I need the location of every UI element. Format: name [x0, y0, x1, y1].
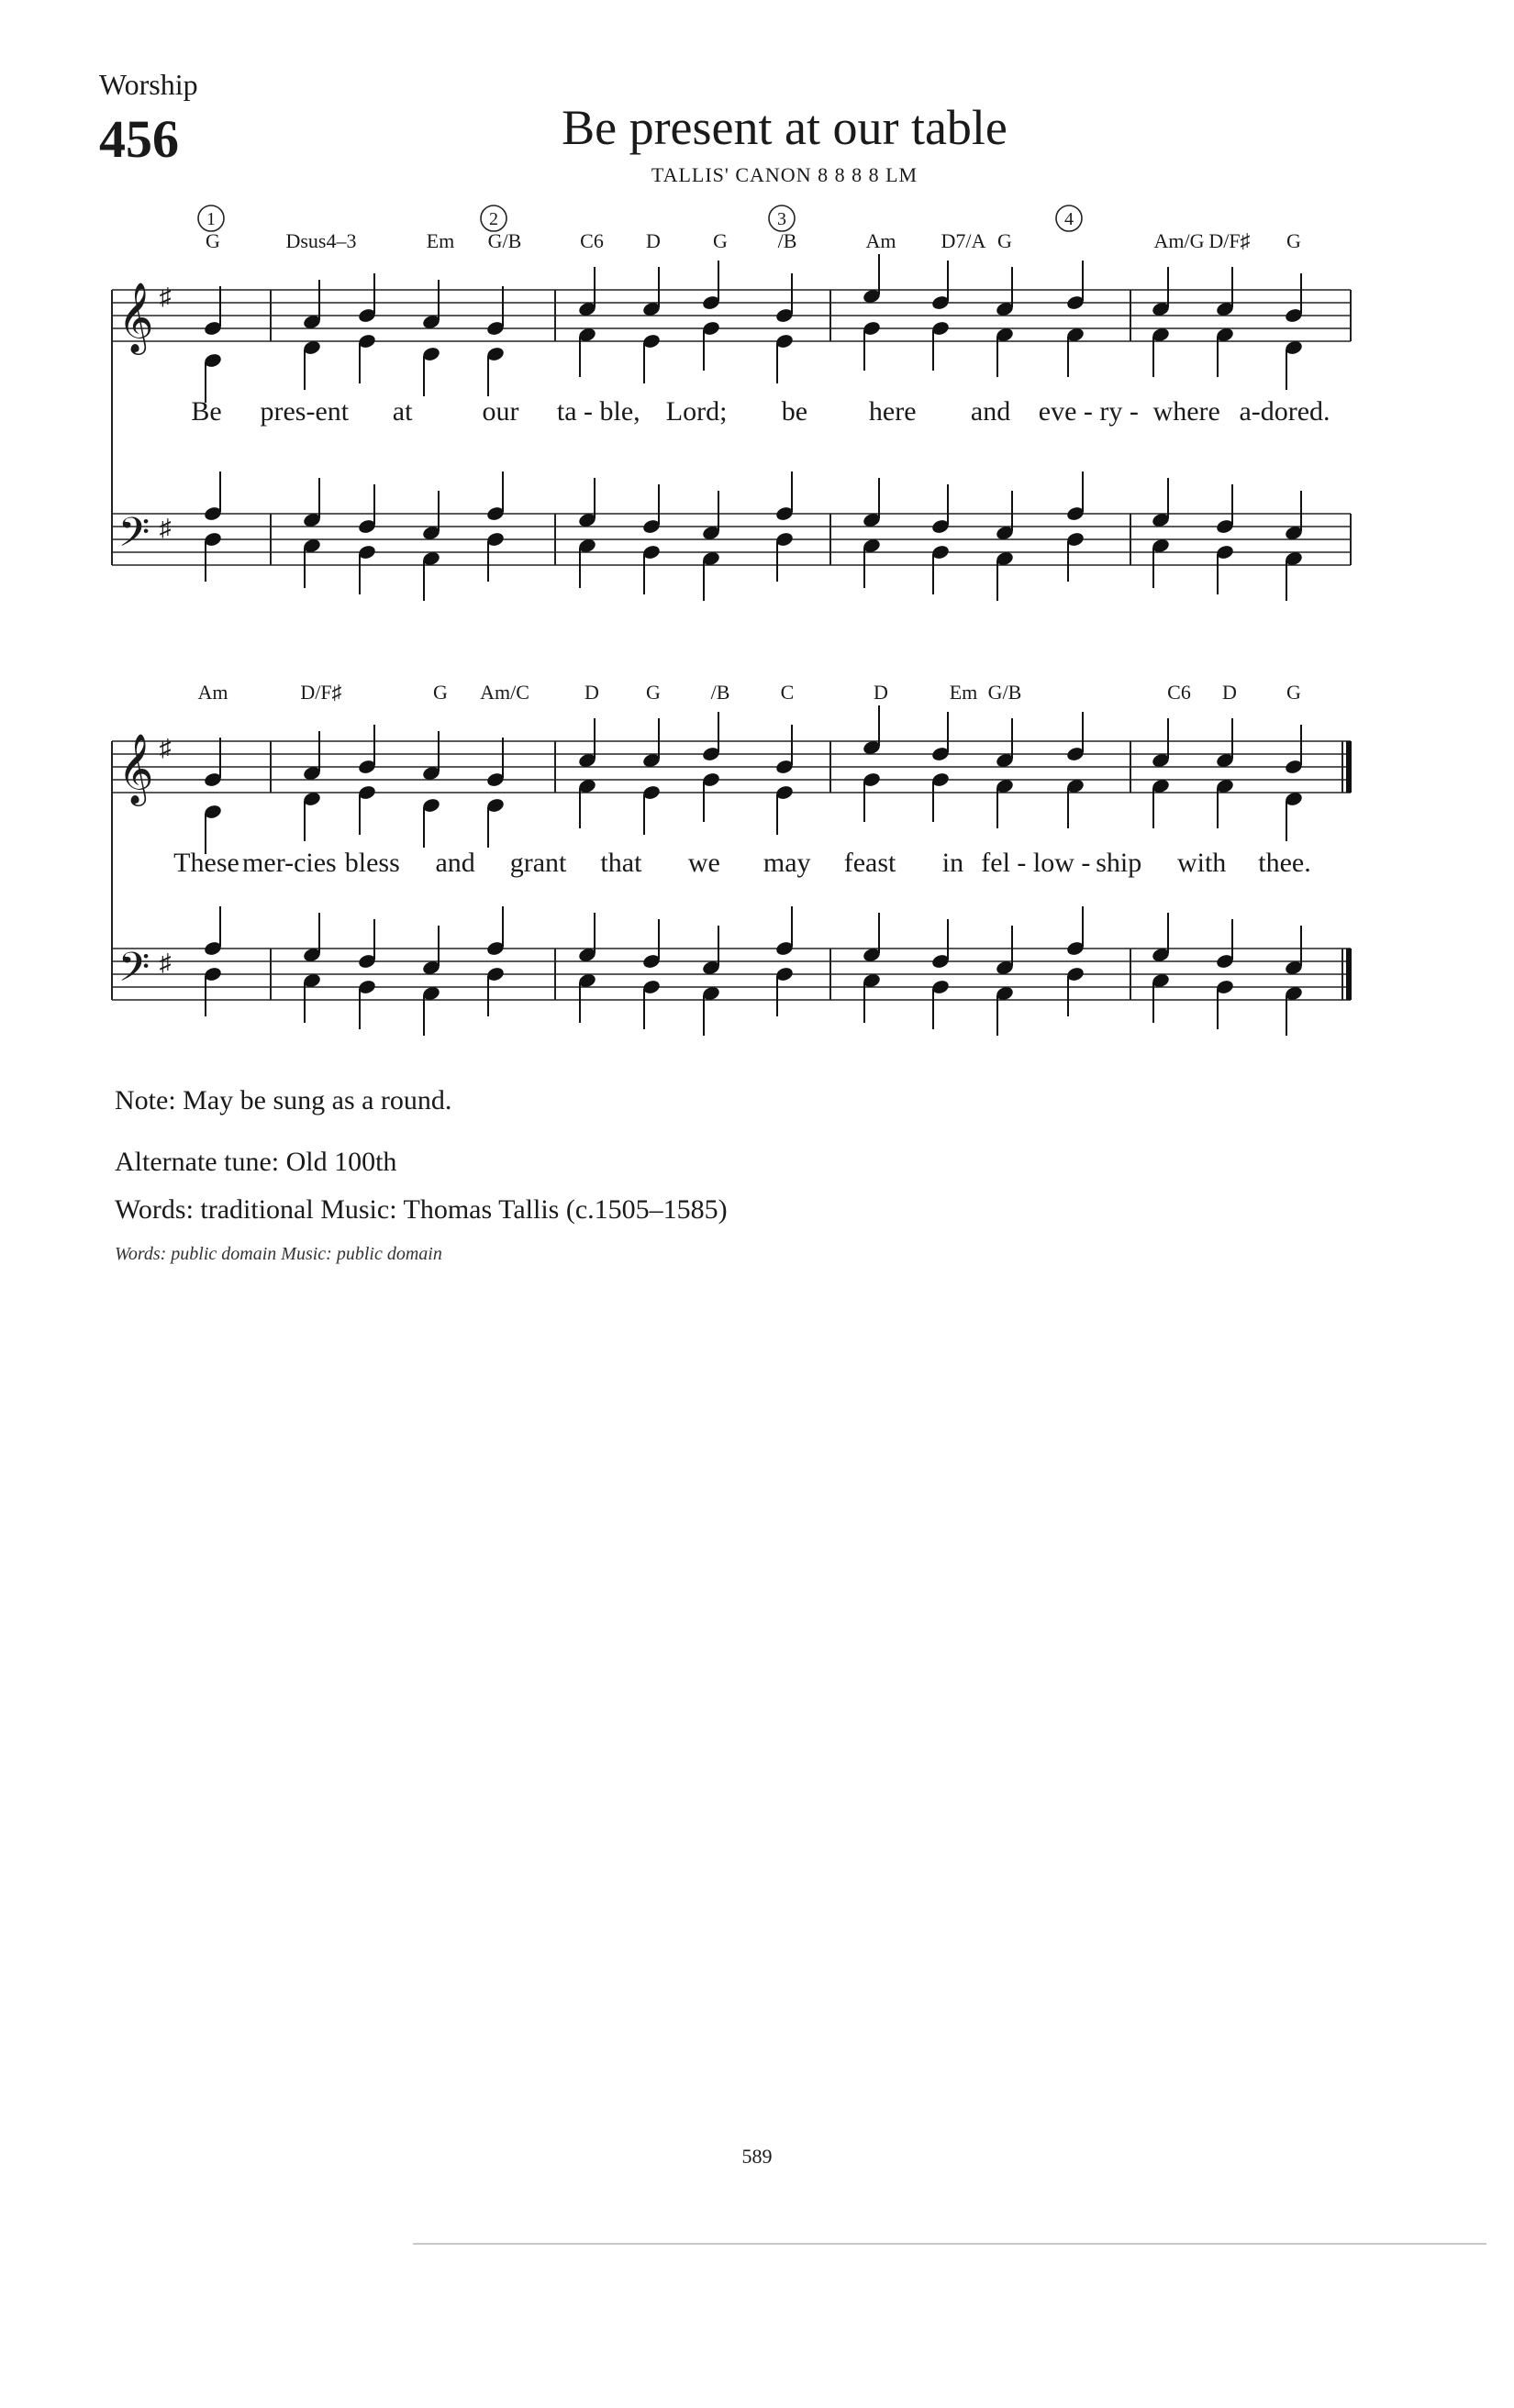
lyric-syllable: ship — [1096, 848, 1142, 878]
lyric-syllable: pres-ent — [260, 396, 350, 427]
lyric-syllable: grant — [509, 848, 567, 878]
lyric-syllable: mer-cies — [242, 848, 337, 878]
chord-symbol: G — [1286, 681, 1301, 704]
round-marker-label: 2 — [489, 209, 498, 229]
key-signature-bass: ♯ — [159, 515, 172, 541]
chord-symbol: C6 — [1167, 681, 1191, 704]
chord-symbol: D — [646, 229, 661, 252]
chord-symbol: G — [713, 229, 728, 252]
chord-symbol: C6 — [580, 229, 604, 252]
lyric-syllable: may — [763, 848, 811, 878]
lyric-syllable: bless — [344, 848, 400, 878]
final-barline — [1346, 949, 1352, 1000]
lyric-syllable: a-dored. — [1239, 396, 1330, 427]
lyric-syllable: fel - low - — [981, 848, 1091, 878]
lyric-syllable: feast — [843, 848, 896, 878]
chord-symbol: D — [584, 681, 599, 704]
lyric-syllable: Be — [191, 396, 222, 427]
page-number: 589 — [741, 2145, 773, 2168]
lyric-syllable: Lord; — [665, 396, 728, 427]
chord-symbol: Am/C — [480, 681, 529, 704]
music-system-2 — [112, 681, 1352, 1036]
chord-symbol: G/B — [987, 681, 1022, 704]
lyric-syllable: thee. — [1258, 848, 1311, 878]
chord-symbol: /B — [777, 229, 797, 252]
key-signature-bass: ♯ — [159, 949, 172, 976]
chord-symbol: D/F♯ — [1208, 229, 1251, 252]
lyric-syllable: be — [781, 396, 808, 427]
chord-symbol: D — [874, 681, 888, 704]
chord-symbol: G — [433, 681, 448, 704]
chord-symbol: Dsus4–3 — [285, 229, 357, 252]
section-label: Worship — [99, 68, 198, 101]
lyric-syllable: that — [600, 848, 642, 878]
chord-symbol: Em — [949, 681, 978, 704]
chord-symbol: C — [780, 681, 795, 704]
lyric-syllable: ta - ble, — [556, 396, 640, 427]
performance-note: Note: May be sung as a round. — [115, 1085, 452, 1115]
lyric-syllable: in — [941, 848, 964, 878]
hymn-number: 456 — [99, 109, 179, 169]
bass-clef-icon: 𝄢 — [117, 510, 150, 565]
chord-symbol: G — [646, 681, 661, 704]
lyric-syllable: with — [1176, 848, 1227, 878]
lyric-syllable: our — [482, 396, 519, 427]
lyric-syllable: These — [173, 848, 239, 878]
round-marker-label: 4 — [1064, 209, 1074, 229]
chord-symbol: D/F♯ — [300, 681, 342, 704]
chord-symbol: D — [1222, 681, 1237, 704]
lyric-syllable: we — [687, 848, 720, 878]
music-score — [0, 0, 1514, 1101]
alternate-tune: Alternate tune: Old 100th — [115, 1147, 397, 1177]
lyric-syllable: eve - ry - — [1038, 396, 1139, 427]
lyric-syllable: here — [868, 396, 917, 427]
copyright-notice: Words: public domain Music: public domain — [115, 1244, 442, 1264]
lyric-syllable: where — [1152, 396, 1220, 427]
chord-symbol: Am — [197, 681, 228, 704]
page-bottom-rule — [413, 2243, 1486, 2245]
lyric-syllable: at — [392, 396, 413, 427]
chord-symbol: G — [997, 229, 1012, 252]
final-barline — [1346, 741, 1352, 793]
music-system-1 — [112, 205, 1351, 601]
lyric-syllable: and — [435, 848, 475, 878]
key-signature-treble: ♯ — [159, 283, 172, 310]
chord-symbol: Am/G — [1153, 229, 1205, 252]
round-marker-label: 3 — [777, 209, 786, 229]
lyric-syllable: and — [970, 396, 1011, 427]
hymn-title: Be present at our table — [562, 100, 1007, 155]
treble-clef-icon: 𝄞 — [117, 736, 154, 803]
chord-symbol: /B — [710, 681, 730, 704]
credits: Words: traditional Music: Thomas Tallis (c.1505–1585) — [115, 1194, 728, 1225]
chord-symbol: Em — [426, 229, 455, 252]
chord-symbol: G — [1286, 229, 1301, 252]
treble-clef-icon: 𝄞 — [117, 284, 154, 351]
bass-clef-icon: 𝄢 — [117, 945, 150, 1000]
round-marker-label: 1 — [206, 209, 216, 229]
chord-symbol: G — [206, 229, 220, 252]
key-signature-treble: ♯ — [159, 735, 172, 761]
chord-symbol: D7/A — [941, 229, 986, 252]
chord-symbol: G/B — [487, 229, 522, 252]
chord-symbol: Am — [865, 229, 896, 252]
tune-name: TALLIS' CANON 8 8 8 8 LM — [651, 163, 918, 186]
